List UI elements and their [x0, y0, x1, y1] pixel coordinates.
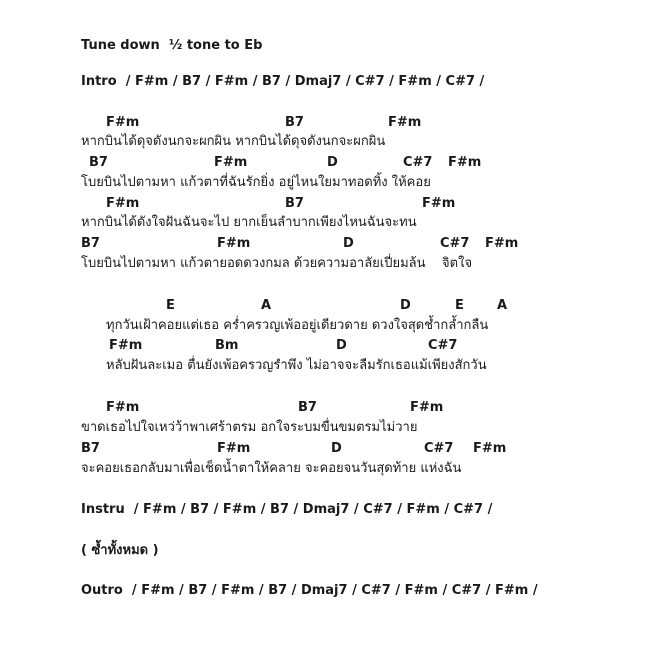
chord: F#m — [217, 441, 251, 456]
outro-label: Outro — [81, 583, 123, 598]
chord: D — [331, 441, 342, 456]
chord: C#7 — [424, 441, 454, 456]
chord: D — [343, 236, 354, 251]
chord: D — [327, 155, 338, 170]
chord: B7 — [298, 400, 317, 415]
lyric-line: จะคอยเธอกลับมาเพื่อเช็ดน้ำตาให้คลาย จะคอยจนวันสุดท้าย แห่งฉัน — [81, 461, 462, 476]
lyric-line: หลับฝันละเมอ ตื่นยังเพ้อครวญรำพึง ไม่อาจจะลืมรักเธอแม้เพียงสักวัน — [106, 358, 487, 373]
chord: F#m — [106, 400, 140, 415]
intro-progression: / F#m / B7 / F#m / B7 / Dmaj7 / C#7 / F#m / C#7 / — [116, 74, 485, 89]
chord: F#m — [410, 400, 444, 415]
chord: B7 — [285, 196, 304, 211]
chord: B7 — [81, 236, 100, 251]
instru-line — [81, 502, 492, 518]
outro-progression: / F#m / B7 / F#m / B7 / Dmaj7 / C#7 / F#m / C#7 / F#m / — [122, 583, 538, 598]
chord: F#m — [106, 196, 140, 211]
chord: F#m — [109, 338, 143, 353]
instru-progression: / F#m / B7 / F#m / B7 / Dmaj7 / C#7 / F#m / C#7 / — [124, 502, 493, 517]
chord: B7 — [81, 441, 100, 456]
chord: F#m — [448, 155, 482, 170]
instru-label: Instru — [81, 502, 125, 517]
chord: E — [166, 298, 175, 313]
chord: F#m — [106, 115, 140, 130]
tuning-note: Tune down ½ tone to Eb — [81, 38, 263, 53]
chord: Bm — [215, 338, 239, 353]
chord: F#m — [485, 236, 519, 251]
chord: C#7 — [428, 338, 458, 353]
lyric-line: หากบินได้ดังใจฝันฉันจะไป ยากเย็นลำบากเพียงไหนฉันจะทน — [81, 215, 417, 230]
intro-line — [81, 74, 484, 90]
lyric-line: ทุกวันเฝ้าคอยแต่เธอ คร่ำครวญเพ้ออยู่เดียวดาย ดวงใจสุดช้ำกล้ำกลืน — [106, 318, 489, 333]
lyric-line: โบยบินไปตามหา แก้วตาที่ฉันรักยิ่ง อยู่ไหนใยมาทอดทิ้ง ให้คอย — [81, 175, 431, 190]
outro-line — [81, 583, 538, 599]
chord: E — [455, 298, 464, 313]
lyric-line: หากบินได้ดุจดังนกจะผกผิน หากบินได้ดุจดังนกจะผกผิน — [81, 134, 386, 149]
chord: B7 — [89, 155, 108, 170]
lyric-line: โบยบินไปตามหา แก้วตายอดดวงกมล ด้วยความอาลัยเปี่ยมล้น จิตใจ — [81, 256, 473, 271]
chord: C#7 — [403, 155, 433, 170]
chord: A — [497, 298, 508, 313]
chord: B7 — [285, 115, 304, 130]
chord: F#m — [422, 196, 456, 211]
chord: F#m — [473, 441, 507, 456]
chord: F#m — [217, 236, 251, 251]
repeat-note: ( ซ้ำทั้งหมด ) — [81, 543, 159, 558]
intro-label: Intro — [81, 74, 117, 89]
chord: F#m — [214, 155, 248, 170]
lyric-line: ขาดเธอไปใจเหว่ว้าพาเศร้าตรม อกใจระบมขื่นขมตรมไม่วาย — [81, 420, 418, 435]
chord: C#7 — [440, 236, 470, 251]
chord: A — [261, 298, 272, 313]
chord: D — [400, 298, 411, 313]
chord: D — [336, 338, 347, 353]
chord: F#m — [388, 115, 422, 130]
